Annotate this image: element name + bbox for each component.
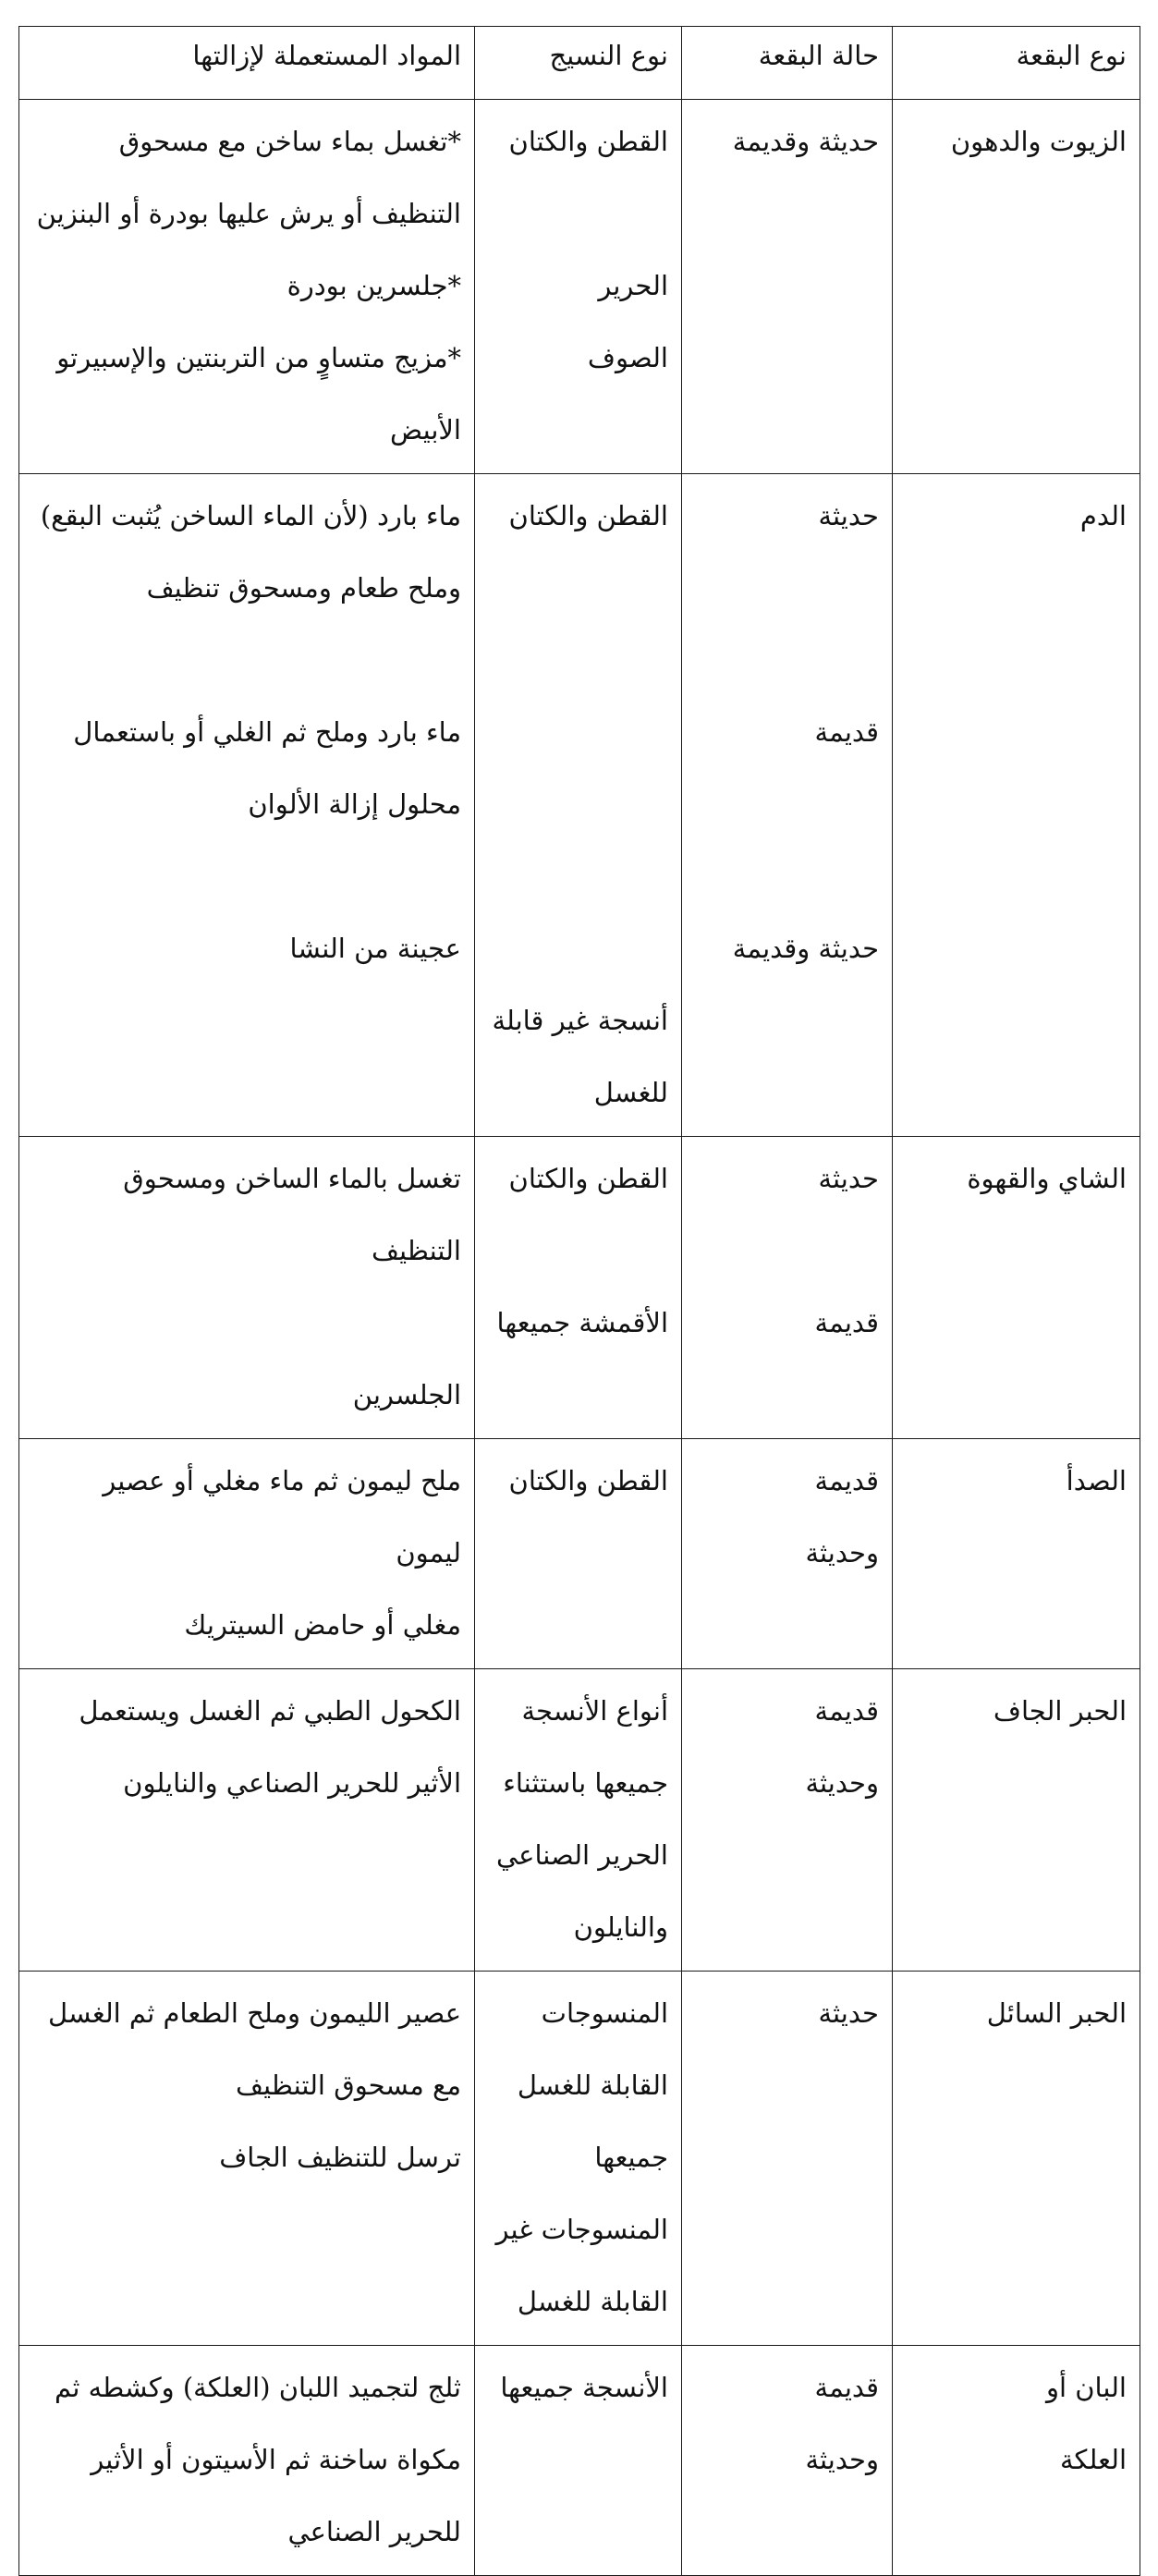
cell-line: قديمة	[814, 1307, 879, 1338]
cell-line: حديثة	[818, 500, 879, 531]
stain-removal-table	[18, 26, 1140, 2576]
blank-line	[695, 624, 879, 696]
table-header	[19, 27, 1140, 100]
cell-line: قديمة	[814, 1465, 879, 1496]
cell-line: الصدأ	[1066, 1465, 1127, 1496]
cell-stain-state	[682, 1669, 893, 1972]
cell-line: القطن والكتان	[508, 1465, 668, 1496]
blank-line	[695, 840, 879, 912]
cell-materials	[19, 2346, 475, 2576]
cell-line: العلكة	[1059, 2444, 1127, 2475]
cell-materials	[19, 1972, 475, 2346]
cell-line: القابلة للغسل	[517, 2286, 668, 2317]
blank-line	[695, 552, 879, 624]
cell-line: قديمة	[814, 2372, 879, 2403]
cell-line: البان أو	[1045, 2372, 1127, 2403]
table-row	[19, 2346, 1140, 2576]
cell-line: الدم	[1079, 500, 1127, 531]
cell-line: أنواع الأنسجة	[521, 1695, 668, 1727]
cell-line: الحبر السائل	[986, 1997, 1127, 2029]
cell-line: جميعها باستثناء	[503, 1767, 668, 1799]
blank-line	[32, 624, 461, 696]
cell-materials	[19, 1137, 475, 1439]
cell-line: الأبيض	[390, 414, 461, 446]
blank-line	[695, 768, 879, 840]
table-row	[19, 100, 1140, 474]
blank-line	[488, 624, 668, 696]
cell-line: الحرير الصناعي	[495, 1839, 668, 1871]
blank-line	[488, 552, 668, 624]
cell-stain-state	[682, 100, 893, 474]
cell-line: وحديثة	[805, 1537, 879, 1569]
cell-line: *تغسل بماء ساخن مع مسحوق	[118, 126, 461, 157]
cell-materials	[19, 1439, 475, 1669]
cell-line: قديمة	[814, 716, 879, 748]
cell-line: ترسل للتنظيف الجاف	[219, 2142, 461, 2173]
cell-line: حديثة	[818, 1997, 879, 2029]
blank-line	[488, 177, 668, 250]
cell-line: القابلة للغسل	[517, 2069, 668, 2101]
cell-line: الجلسرين	[352, 1379, 461, 1410]
blank-line	[488, 840, 668, 912]
blank-line	[32, 840, 461, 912]
cell-fabric-type	[475, 474, 682, 1137]
table-row	[19, 1439, 1140, 1669]
cell-line: وحديثة	[805, 2444, 879, 2475]
header-stain-state: حالة البقعة	[682, 27, 893, 100]
table-row	[19, 1137, 1140, 1439]
cell-line: ملح ليمون ثم ماء مغلي أو عصير ليمون	[103, 1465, 461, 1569]
cell-line: *مزيج متساوٍ من التربنتين والإسبيرتو	[56, 342, 461, 373]
cell-line: وحديثة	[805, 1767, 879, 1799]
cell-line: حديثة	[818, 1163, 879, 1194]
table-row	[19, 1669, 1140, 1972]
blank-line	[488, 696, 668, 768]
cell-materials	[19, 474, 475, 1137]
blank-line	[32, 1287, 461, 1359]
cell-line: الحبر الجاف	[993, 1695, 1127, 1727]
header-materials: المواد المستعملة لإزالتها	[19, 27, 475, 100]
cell-stain-state	[682, 1137, 893, 1439]
cell-line: القطن والكتان	[508, 500, 668, 531]
cell-stain-state	[682, 2346, 893, 2576]
blank-line	[695, 1215, 879, 1287]
cell-stain-type	[893, 474, 1140, 1137]
cell-line: وملح طعام ومسحوق تنظيف	[146, 572, 461, 604]
cell-line: جميعها	[594, 2142, 668, 2173]
cell-line: الكحول الطبي ثم الغسل ويستعمل	[79, 1695, 461, 1727]
cell-fabric-type	[475, 1137, 682, 1439]
cell-line: قديمة	[814, 1695, 879, 1727]
header-fabric-type: نوع النسيج	[475, 27, 682, 100]
cell-line: ماء بارد (لأن الماء الساخن يُثبت البقع)	[40, 500, 461, 531]
blank-line	[488, 1215, 668, 1287]
cell-stain-type	[893, 2346, 1140, 2576]
cell-line: مغلي أو حامض السيتريك	[184, 1609, 461, 1641]
table-row	[19, 1972, 1140, 2346]
cell-stain-type	[893, 100, 1140, 474]
cell-line: للغسل	[593, 1077, 668, 1108]
cell-line: الشاي والقهوة	[967, 1163, 1127, 1194]
cell-materials	[19, 100, 475, 474]
cell-fabric-type	[475, 1669, 682, 1972]
cell-fabric-type	[475, 1972, 682, 2346]
cell-line: الحرير	[598, 270, 668, 301]
cell-stain-type	[893, 1972, 1140, 2346]
cell-line: القطن والكتان	[508, 1163, 668, 1194]
blank-line	[488, 912, 668, 984]
cell-line: عصير الليمون وملح الطعام ثم الغسل	[48, 1997, 461, 2029]
cell-line: التنظيف أو يرش عليها بودرة أو البنزين	[36, 198, 461, 229]
cell-fabric-type	[475, 2346, 682, 2576]
cell-stain-state	[682, 1439, 893, 1669]
cell-stain-type	[893, 1137, 1140, 1439]
cell-stain-state	[682, 1972, 893, 2346]
cell-line: *جلسرين بودرة	[286, 270, 461, 301]
table-row	[19, 474, 1140, 1137]
cell-fabric-type	[475, 1439, 682, 1669]
cell-line: المنسوجات غير	[495, 2214, 668, 2245]
header-stain-type: نوع البقعة	[893, 27, 1140, 100]
cell-line: للحرير الصناعي	[287, 2516, 461, 2547]
cell-line: الأقمشة جميعها	[496, 1307, 668, 1338]
cell-line: ثلج لتجميد اللبان (العلكة) وكشطه ثم	[55, 2372, 461, 2403]
cell-line: أنسجة غير قابلة	[492, 1005, 668, 1036]
cell-line: ماء بارد وملح ثم الغلي أو باستعمال	[73, 716, 461, 748]
cell-line: الزيوت والدهون	[950, 126, 1127, 157]
cell-line: مكواة ساخنة ثم الأسيتون أو الأثير	[91, 2444, 461, 2475]
cell-line: الأنسجة جميعها	[500, 2372, 668, 2403]
cell-stain-type	[893, 1439, 1140, 1669]
cell-materials	[19, 1669, 475, 1972]
table-body	[19, 100, 1140, 2576]
cell-line: القطن والكتان	[508, 126, 668, 157]
cell-line: الأثير للحرير الصناعي والنايلون	[123, 1767, 461, 1799]
cell-line: حديثة وقديمة	[732, 933, 879, 964]
cell-line: عجينة من النشا	[289, 933, 461, 964]
cell-line: المنسوجات	[541, 1997, 668, 2029]
cell-stain-state	[682, 474, 893, 1137]
header-row	[19, 27, 1140, 100]
cell-line: مع مسحوق التنظيف	[236, 2069, 461, 2101]
cell-line: حديثة وقديمة	[732, 126, 879, 157]
blank-line	[488, 768, 668, 840]
cell-line: الصوف	[587, 342, 668, 373]
cell-fabric-type	[475, 100, 682, 474]
cell-line: والنايلون	[573, 1911, 668, 1943]
cell-stain-type	[893, 1669, 1140, 1972]
cell-line: محلول إزالة الألوان	[248, 788, 461, 820]
cell-line: تغسل بالماء الساخن ومسحوق التنظيف	[123, 1163, 461, 1266]
